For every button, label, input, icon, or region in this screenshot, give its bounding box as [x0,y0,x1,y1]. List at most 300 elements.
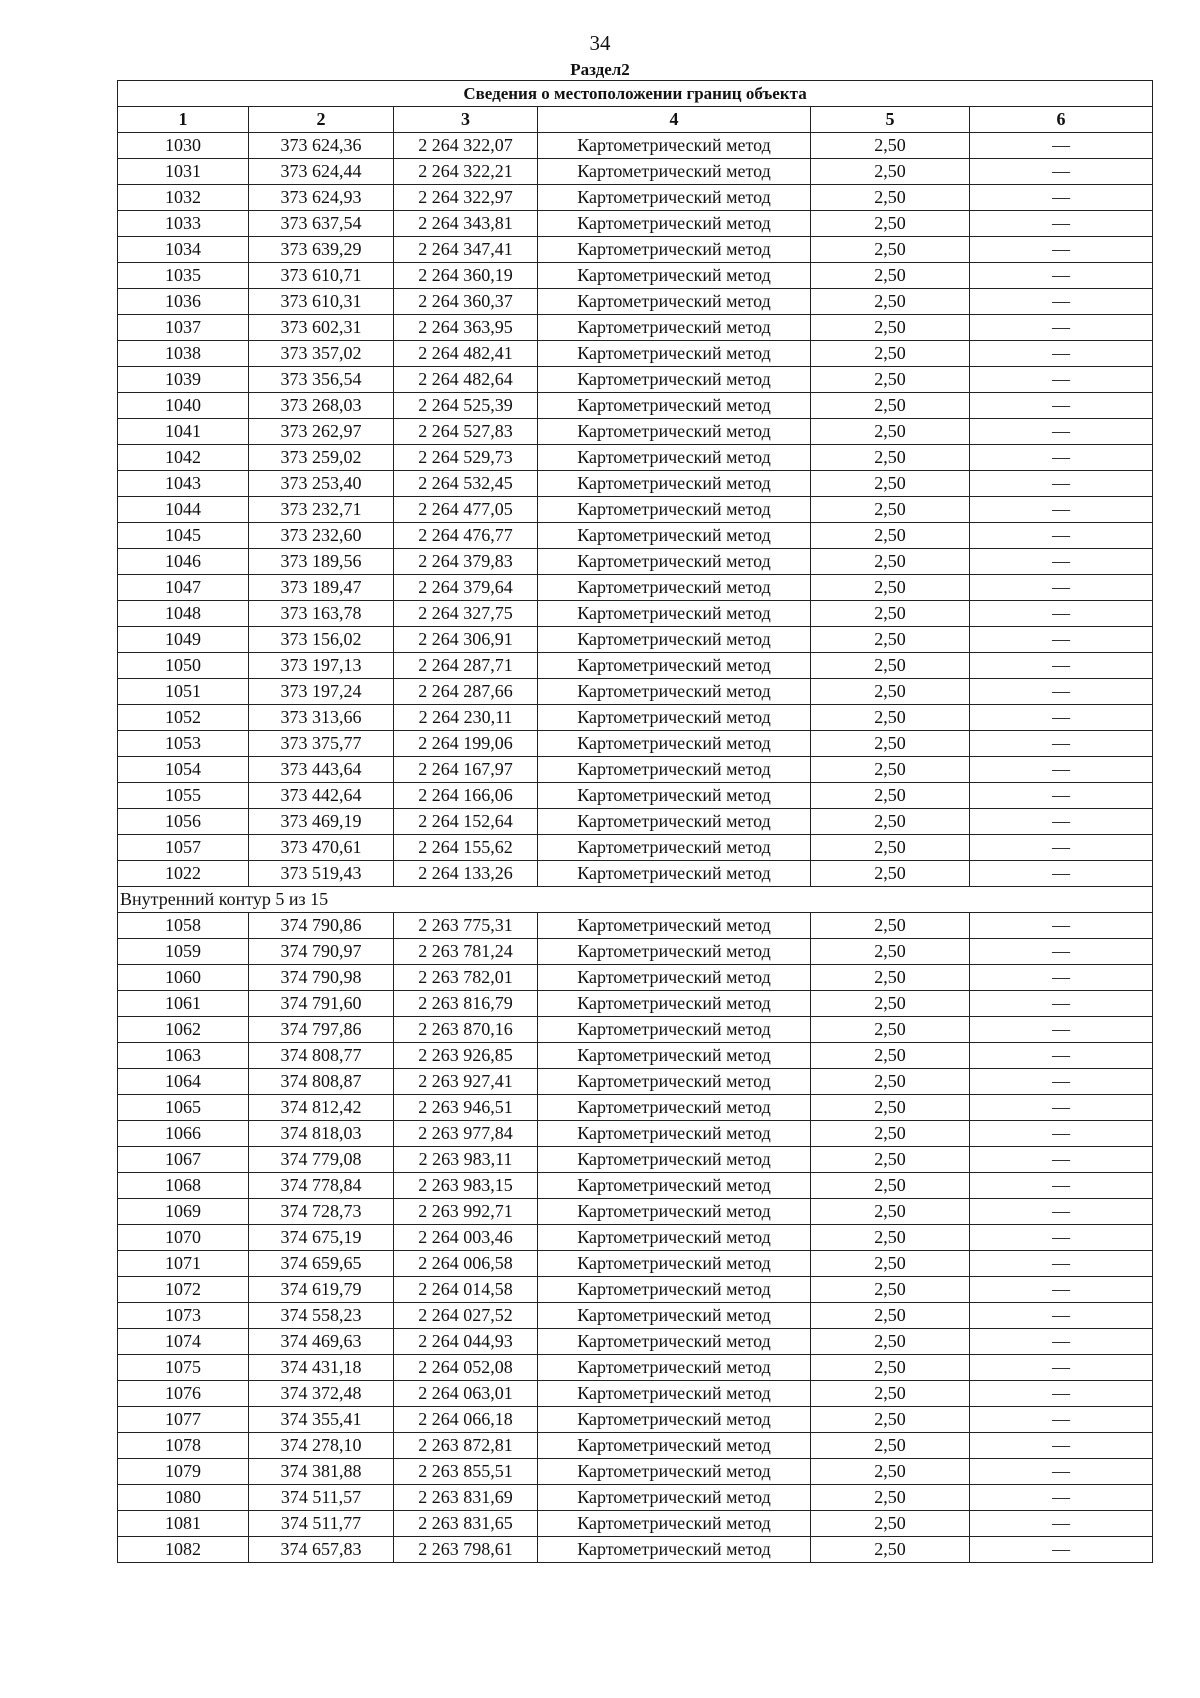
contour-section [118,887,1153,913]
table-cell: — [970,939,1153,965]
table-cell: 374 790,97 [249,939,394,965]
table-cell: 373 259,02 [249,445,394,471]
table-cell: 373 313,66 [249,705,394,731]
table-cell: 374 808,77 [249,1043,394,1069]
table-cell: — [970,211,1153,237]
table-cell: 374 355,41 [249,1407,394,1433]
table-cell: 2,50 [811,835,970,861]
table-cell: 1080 [118,1485,249,1511]
table-cell: — [970,1355,1153,1381]
table-cell: 2,50 [811,1121,970,1147]
table-row [118,1407,1153,1433]
table-cell: 1081 [118,1511,249,1537]
page-number: 34 [589,31,611,55]
table-cell: 373 519,43 [249,861,394,887]
table-cell: Картометрический метод [538,809,811,835]
table-cell: 2 264 360,37 [394,289,538,315]
table-cell: Картометрический метод [538,861,811,887]
table-cell: 2 264 287,66 [394,679,538,705]
table-cell: 1052 [118,705,249,731]
table-cell: 2 264 525,39 [394,393,538,419]
table-cell: Картометрический метод [538,445,811,471]
table-cell: — [970,913,1153,939]
table-cell: 2,50 [811,1485,970,1511]
table-cell: 373 197,13 [249,653,394,679]
table-cell: 1022 [118,861,249,887]
table-cell: 2,50 [811,1303,970,1329]
table-cell: 373 602,31 [249,315,394,341]
table-cell: — [970,1433,1153,1459]
table-cell: Картометрический метод [538,835,811,861]
table-caption: Сведения о местоположении границ объекта [118,81,1153,107]
table-cell: — [970,1173,1153,1199]
table-cell: 2,50 [811,1043,970,1069]
table-cell: 374 778,84 [249,1173,394,1199]
table-cell: Картометрический метод [538,783,811,809]
table-cell: Картометрический метод [538,367,811,393]
table-cell: 1073 [118,1303,249,1329]
contour-label: Внутренний контур 5 из 15 [118,887,1153,913]
table-row [118,757,1153,783]
table-cell: Картометрический метод [538,1355,811,1381]
table-cell: 374 790,86 [249,913,394,939]
table-cell: Картометрический метод [538,1459,811,1485]
table-cell: 2 264 529,73 [394,445,538,471]
table-cell: 2,50 [811,315,970,341]
table-cell: Картометрический метод [538,1277,811,1303]
table-cell: 373 469,19 [249,809,394,835]
table-cell: — [970,1043,1153,1069]
table-cell: 2,50 [811,575,970,601]
table-cell: 374 511,57 [249,1485,394,1511]
contour-row [118,887,1153,913]
table-cell: 2 264 322,07 [394,133,538,159]
table-cell: 2,50 [811,393,970,419]
table-cell: 2 263 983,15 [394,1173,538,1199]
table-cell: Картометрический метод [538,679,811,705]
table-cell: Картометрический метод [538,1147,811,1173]
table-row [118,445,1153,471]
table-row [118,939,1153,965]
table-cell: 373 442,64 [249,783,394,809]
table-cell: 2 264 014,58 [394,1277,538,1303]
table-cell: 2 264 155,62 [394,835,538,861]
table-cell: 1042 [118,445,249,471]
table-cell: — [970,1459,1153,1485]
table-cell: Картометрический метод [538,965,811,991]
table-cell: 2,50 [811,289,970,315]
table-cell: 2,50 [811,211,970,237]
table-cell: 1078 [118,1433,249,1459]
table-cell: 2,50 [811,939,970,965]
column-header: 3 [394,107,538,133]
table-cell: Картометрический метод [538,523,811,549]
table-cell: — [970,965,1153,991]
table-row [118,1459,1153,1485]
table-cell: 2 263 946,51 [394,1095,538,1121]
table-cell: 2 264 230,11 [394,705,538,731]
boundary-coordinates-table [117,80,1153,1563]
table-cell: 2 264 152,64 [394,809,538,835]
table-cell: Картометрический метод [538,471,811,497]
table-cell: 1070 [118,1225,249,1251]
table-cell: 2 264 379,83 [394,549,538,575]
table-cell: — [970,341,1153,367]
table-cell: 2,50 [811,601,970,627]
column-header: 1 [118,107,249,133]
table-cell: 2,50 [811,1355,970,1381]
table-cell: 2,50 [811,783,970,809]
table-cell: 2 263 781,24 [394,939,538,965]
section-title: Раздел2 [570,60,630,79]
table-cell: Картометрический метод [538,1173,811,1199]
table-row [118,1199,1153,1225]
table-row [118,1303,1153,1329]
table-cell: 1065 [118,1095,249,1121]
table-cell: 2 264 322,97 [394,185,538,211]
table-cell: 373 610,31 [249,289,394,315]
table-cell: 1071 [118,1251,249,1277]
table-cell: 2 264 003,46 [394,1225,538,1251]
table-cell: 373 189,47 [249,575,394,601]
table-cell: 1046 [118,549,249,575]
table-cell: 2,50 [811,627,970,653]
table-row [118,1511,1153,1537]
table-cell: 2,50 [811,679,970,705]
table-cell: 374 381,88 [249,1459,394,1485]
table-cell: 2,50 [811,367,970,393]
table-cell: 374 619,79 [249,1277,394,1303]
table-row [118,783,1153,809]
column-header: 4 [538,107,811,133]
table-cell: Картометрический метод [538,211,811,237]
table-cell: 2 263 977,84 [394,1121,538,1147]
table-cell: 1062 [118,1017,249,1043]
table-cell: 1031 [118,159,249,185]
table-cell: — [970,133,1153,159]
table-row [118,861,1153,887]
table-cell: 373 197,24 [249,679,394,705]
table-cell: 2,50 [811,237,970,263]
table-cell: Картометрический метод [538,757,811,783]
table-cell: 2 264 006,58 [394,1251,538,1277]
table-cell: 1068 [118,1173,249,1199]
table-cell: 2 263 816,79 [394,991,538,1017]
table-row [118,211,1153,237]
table-cell: 2 264 287,71 [394,653,538,679]
table-cell: — [970,185,1153,211]
table-cell: Картометрический метод [538,1095,811,1121]
table-row [118,627,1153,653]
column-header: 6 [970,107,1153,133]
table-cell: 373 156,02 [249,627,394,653]
table-cell: 1072 [118,1277,249,1303]
table-cell: 2,50 [811,757,970,783]
table-cell: 2,50 [811,263,970,289]
table-cell: 2,50 [811,1433,970,1459]
table-row [118,679,1153,705]
table-cell: — [970,159,1153,185]
table-cell: Картометрический метод [538,341,811,367]
table-cell: 373 624,36 [249,133,394,159]
table-row [118,471,1153,497]
table-cell: 2 263 798,61 [394,1537,538,1563]
table-cell: 2 263 831,65 [394,1511,538,1537]
table-row [118,1251,1153,1277]
table-cell: 2,50 [811,991,970,1017]
table-cell: 1077 [118,1407,249,1433]
table-row [118,601,1153,627]
table-cell: 2 264 066,18 [394,1407,538,1433]
table-cell: 2,50 [811,913,970,939]
table-cell: 1082 [118,1537,249,1563]
table-cell: Картометрический метод [538,731,811,757]
table-cell: Картометрический метод [538,159,811,185]
table-cell: 1074 [118,1329,249,1355]
table-cell: 2 264 482,41 [394,341,538,367]
table-row [118,367,1153,393]
table-cell: — [970,367,1153,393]
table-cell: Картометрический метод [538,263,811,289]
table-cell: 2,50 [811,133,970,159]
table-cell: Картометрический метод [538,601,811,627]
table-cell: 2 263 872,81 [394,1433,538,1459]
table-cell: 1040 [118,393,249,419]
table-cell: 2,50 [811,1537,970,1563]
table-cell: — [970,861,1153,887]
table-row [118,549,1153,575]
table-cell: 2 264 327,75 [394,601,538,627]
table-row [118,159,1153,185]
table-cell: — [970,705,1153,731]
table-cell: 373 637,54 [249,211,394,237]
table-cell: 374 558,23 [249,1303,394,1329]
table-cell: — [970,549,1153,575]
table-cell: 1058 [118,913,249,939]
table-cell: Картометрический метод [538,939,811,965]
table-cell: 1079 [118,1459,249,1485]
table-cell: 1039 [118,367,249,393]
table-cell: 2,50 [811,1173,970,1199]
table-cell: 1056 [118,809,249,835]
table-cell: Картометрический метод [538,393,811,419]
table-cell: 2 264 063,01 [394,1381,538,1407]
table-cell: 2,50 [811,419,970,445]
table-cell: — [970,471,1153,497]
table-row [118,497,1153,523]
table-row [118,289,1153,315]
table-cell: 2,50 [811,705,970,731]
table-row [118,705,1153,731]
column-header: 2 [249,107,394,133]
table-cell: 1038 [118,341,249,367]
table-row [118,523,1153,549]
table-row [118,315,1153,341]
table-cell: 374 372,48 [249,1381,394,1407]
table-cell: 373 639,29 [249,237,394,263]
table-row [118,1043,1153,1069]
table-cell: 374 728,73 [249,1199,394,1225]
table-cell: 2 264 527,83 [394,419,538,445]
table-cell: Картометрический метод [538,1303,811,1329]
table-cell: Картометрический метод [538,653,811,679]
table-cell: 2 263 855,51 [394,1459,538,1485]
table-cell: Картометрический метод [538,419,811,445]
table-cell: 2 263 870,16 [394,1017,538,1043]
table-cell: 373 232,60 [249,523,394,549]
table-cell: 373 232,71 [249,497,394,523]
table-cell: Картометрический метод [538,1537,811,1563]
table-cell: 1063 [118,1043,249,1069]
table-cell: 374 779,08 [249,1147,394,1173]
table-cell: — [970,419,1153,445]
table-cell: 1043 [118,471,249,497]
table-row [118,809,1153,835]
table-cell: 373 375,77 [249,731,394,757]
table-cell: 374 797,86 [249,1017,394,1043]
table-cell: 2 264 379,64 [394,575,538,601]
table-cell: 2 263 992,71 [394,1199,538,1225]
table-row [118,653,1153,679]
table-row [118,133,1153,159]
table-cell: 374 469,63 [249,1329,394,1355]
table-header-row [118,107,1153,133]
table-cell: — [970,1485,1153,1511]
table-cell: — [970,1407,1153,1433]
table-cell: 2,50 [811,1511,970,1537]
table-cell: 2 264 167,97 [394,757,538,783]
table-row [118,1225,1153,1251]
table-cell: 2,50 [811,1407,970,1433]
table-cell: — [970,1069,1153,1095]
table-cell: 1030 [118,133,249,159]
table-cell: Картометрический метод [538,705,811,731]
table-cell: — [970,653,1153,679]
table-cell: Картометрический метод [538,1017,811,1043]
table-cell: Картометрический метод [538,991,811,1017]
table-row [118,1095,1153,1121]
table-cell: 2,50 [811,341,970,367]
table-cell: Картометрический метод [538,315,811,341]
table-cell: — [970,1329,1153,1355]
table-row [118,263,1153,289]
table-cell: — [970,757,1153,783]
table-cell: — [970,1537,1153,1563]
table-cell: 2,50 [811,1381,970,1407]
table-cell: 1053 [118,731,249,757]
table-cell: 374 790,98 [249,965,394,991]
table-cell: — [970,809,1153,835]
table-cell: 373 189,56 [249,549,394,575]
table-row [118,913,1153,939]
table-cell: 2,50 [811,1199,970,1225]
table-cell: 1035 [118,263,249,289]
table-cell: 1066 [118,1121,249,1147]
table-cell: Картометрический метод [538,1485,811,1511]
table-row [118,419,1153,445]
table-cell: 1069 [118,1199,249,1225]
table-cell: 373 624,44 [249,159,394,185]
table-cell: 1054 [118,757,249,783]
table-cell: 2 264 532,45 [394,471,538,497]
table-cell: Картометрический метод [538,1251,811,1277]
table-cell: 2 264 482,64 [394,367,538,393]
table-row [118,1329,1153,1355]
table-cell: 2 264 347,41 [394,237,538,263]
table-cell: 2,50 [811,653,970,679]
table-cell: — [970,1381,1153,1407]
table-cell: 2 263 782,01 [394,965,538,991]
table-cell: 1057 [118,835,249,861]
table-cell: 2 263 775,31 [394,913,538,939]
table-cell: 2 264 322,21 [394,159,538,185]
table-cell: 1033 [118,211,249,237]
table-cell: — [970,1251,1153,1277]
table-body-part1 [118,133,1153,887]
table-cell: 2,50 [811,1069,970,1095]
table-row [118,965,1153,991]
table-cell: 2,50 [811,1329,970,1355]
table-cell: 2,50 [811,1277,970,1303]
table-cell: 2 263 926,85 [394,1043,538,1069]
table-cell: 2,50 [811,185,970,211]
table-cell: 2,50 [811,1017,970,1043]
table-cell: 1034 [118,237,249,263]
table-cell: — [970,1225,1153,1251]
table-body-part2 [118,913,1153,1563]
table-cell: 2 264 027,52 [394,1303,538,1329]
table-cell: 1061 [118,991,249,1017]
table-row [118,393,1153,419]
table-cell: 2,50 [811,471,970,497]
table-cell: 1055 [118,783,249,809]
table-cell: 373 253,40 [249,471,394,497]
table-cell: 373 443,64 [249,757,394,783]
table-cell: 373 357,02 [249,341,394,367]
table-cell: 2 264 044,93 [394,1329,538,1355]
table-cell: — [970,601,1153,627]
table-cell: Картометрический метод [538,133,811,159]
table-cell: 2 263 831,69 [394,1485,538,1511]
table-cell: 373 610,71 [249,263,394,289]
table-row [118,835,1153,861]
table-cell: 2,50 [811,1251,970,1277]
table-row [118,341,1153,367]
table-cell: 1044 [118,497,249,523]
table-cell: 374 675,19 [249,1225,394,1251]
table-cell: Картометрический метод [538,913,811,939]
table-row [118,731,1153,757]
table-row [118,575,1153,601]
table-cell: 373 470,61 [249,835,394,861]
table-cell: 373 268,03 [249,393,394,419]
table-row [118,185,1153,211]
table-cell: Картометрический метод [538,237,811,263]
table-cell: Картометрический метод [538,185,811,211]
table-cell: Картометрический метод [538,1225,811,1251]
table-cell: 2 264 477,05 [394,497,538,523]
table-cell: 1076 [118,1381,249,1407]
table-cell: — [970,575,1153,601]
table-cell: 1036 [118,289,249,315]
table-cell: 1075 [118,1355,249,1381]
table-cell: 2,50 [811,549,970,575]
table-cell: 1060 [118,965,249,991]
table-cell: 2 264 343,81 [394,211,538,237]
table-cell: 2 263 983,11 [394,1147,538,1173]
table-cell: — [970,445,1153,471]
table-cell: 2,50 [811,523,970,549]
